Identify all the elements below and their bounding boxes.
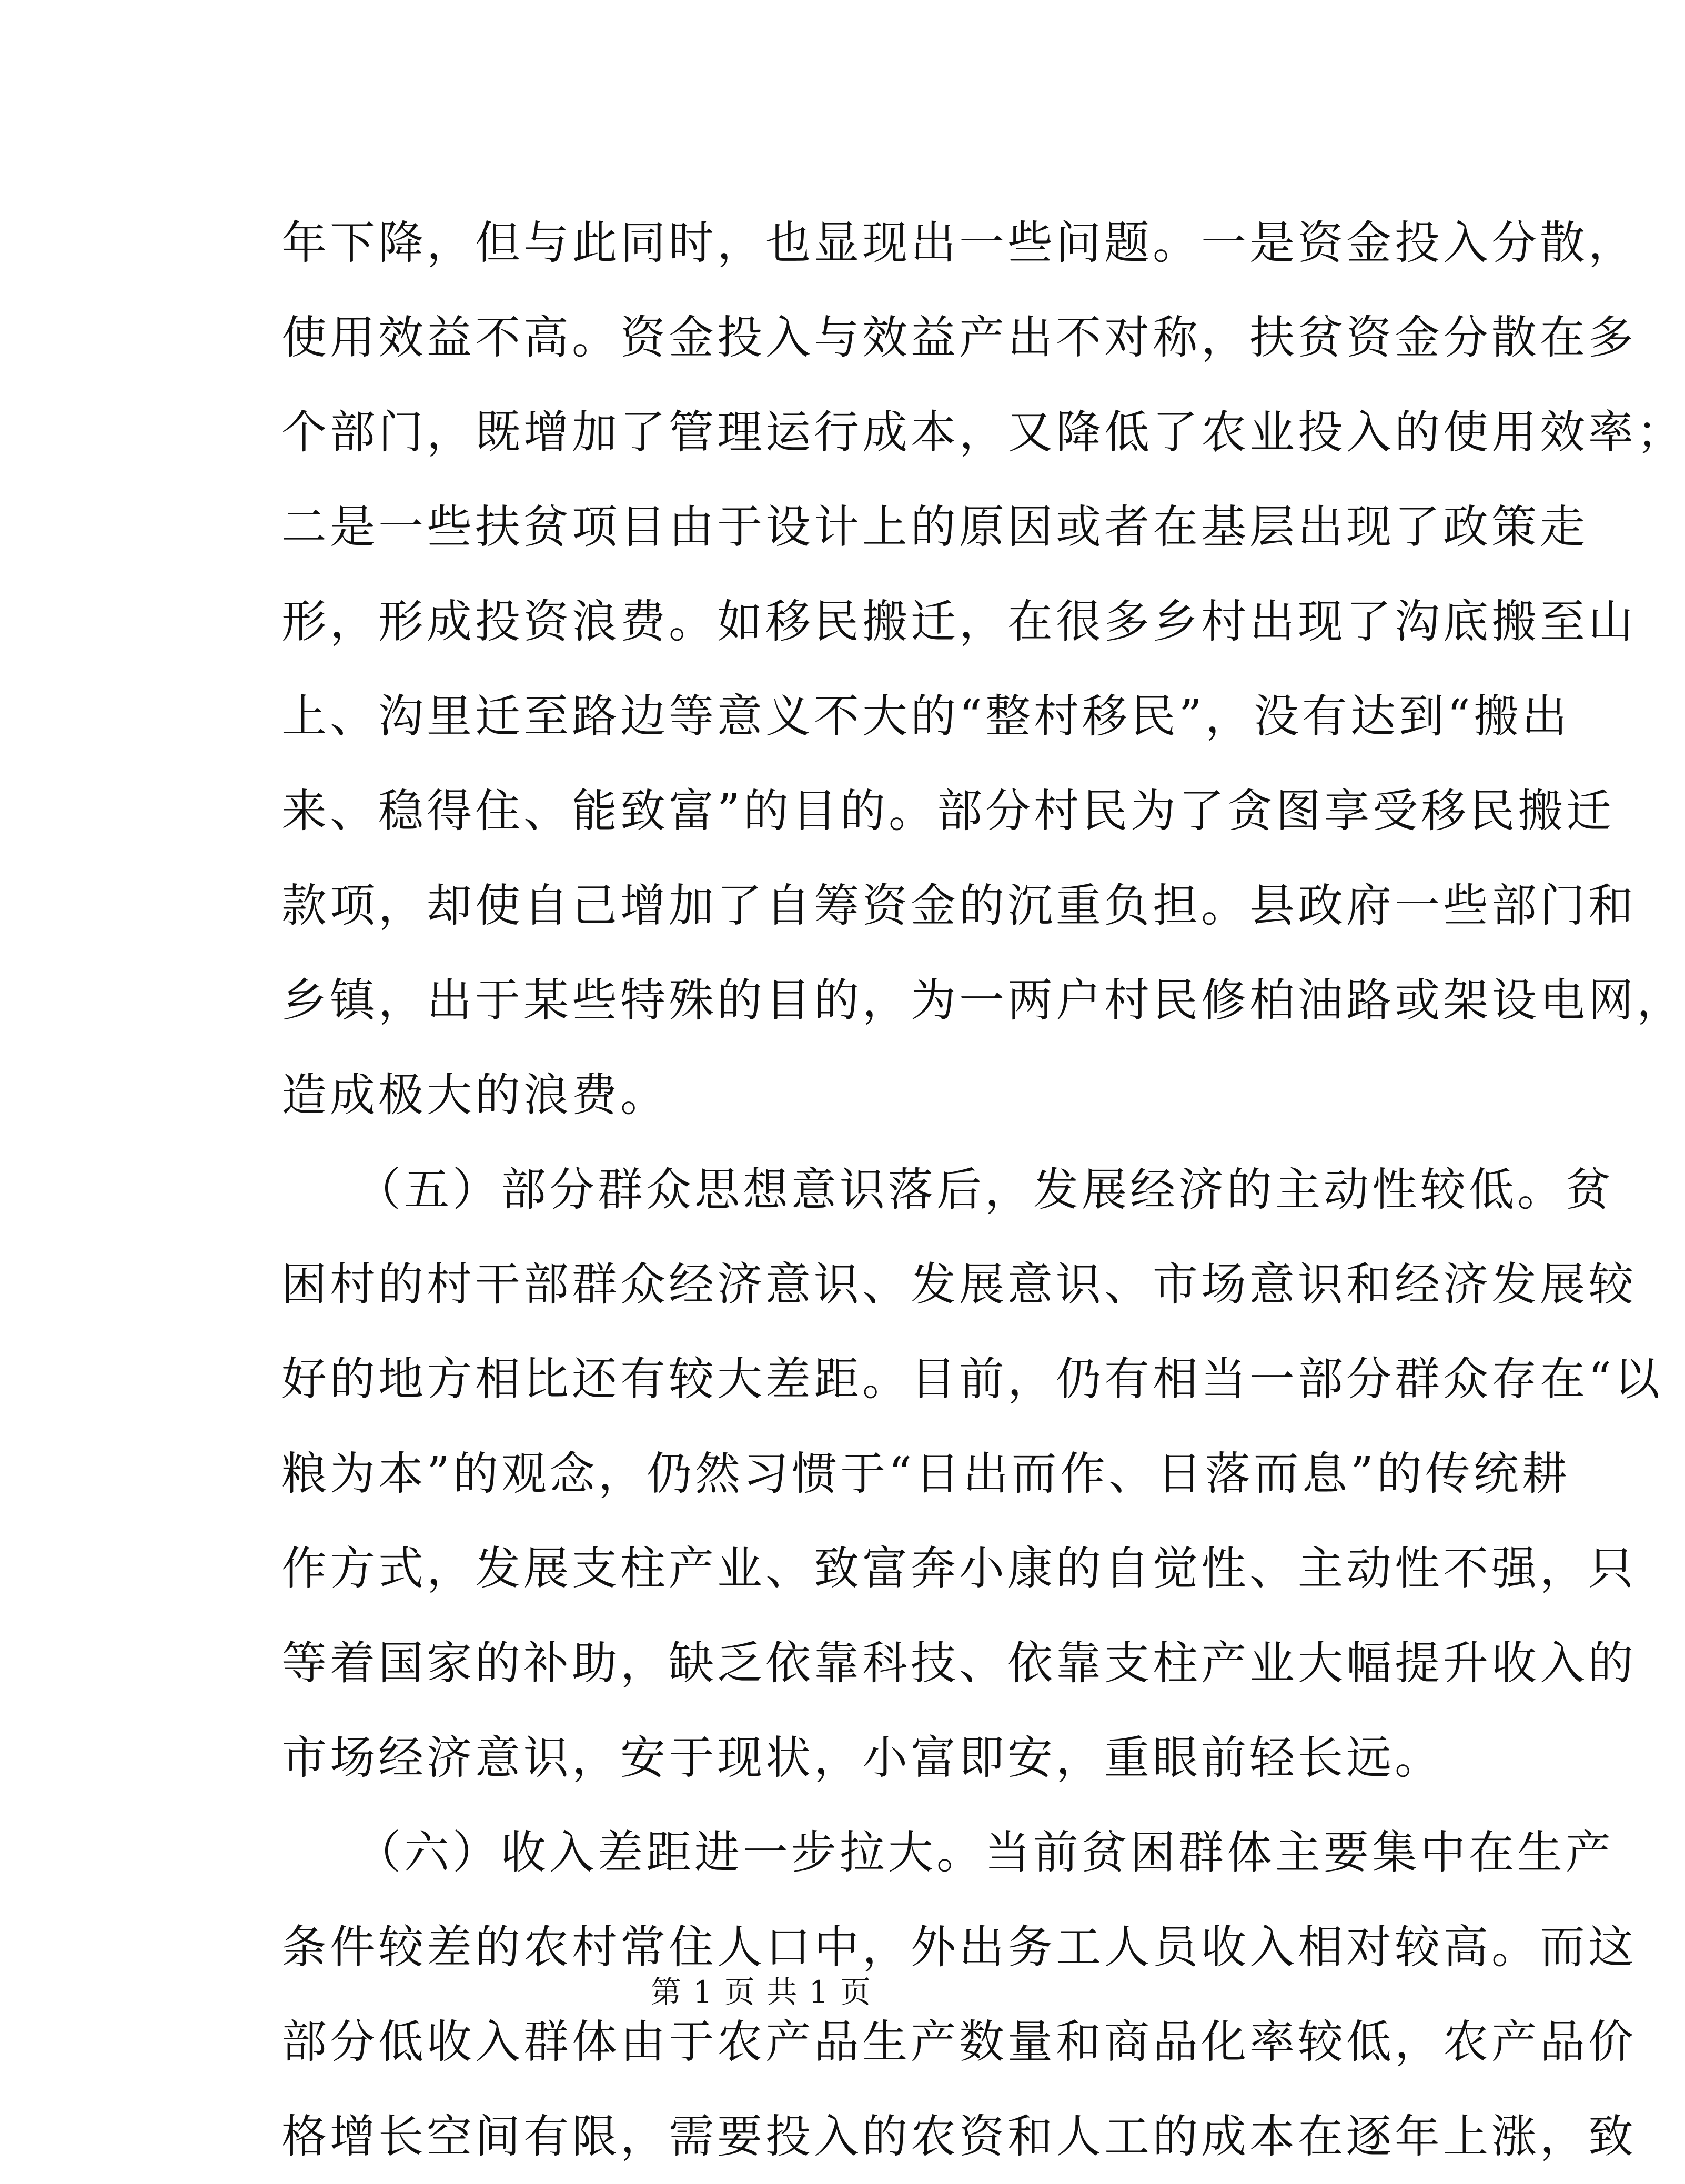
text-line: 使用效益不高。资金投入与效益产出不对称，扶贫资金分散在多 (281, 311, 1637, 364)
text-line: 作方式，发展支柱产业、致富奔小康的自觉性、主动性不强，只 (281, 1542, 1637, 1595)
text-line: 年下降，但与此同时，也显现出一些问题。一是资金投入分散， (281, 217, 1637, 269)
text-line: （五）部分群众思想意识落后，发展经济的主动性较低。贫 (281, 1164, 1614, 1216)
text-line: 形，形成投资浪费。如移民搬迁，在很多乡村出现了沟底搬至山 (281, 595, 1637, 648)
text-line: 二是一些扶贫项目由于设计上的原因或者在基层出现了政策走 (281, 501, 1588, 553)
text-line: （六）收入差距进一步拉大。当前贫困群体主要集中在生产 (281, 1826, 1614, 1879)
text-line: 好的地方相比还有较大差距。目前，仍有相当一部分群众存在“以 (281, 1353, 1663, 1406)
text-line: 来、稳得住、能致富”的目的。部分村民为了贪图享受移民搬迁 (281, 785, 1615, 837)
body-text (281, 196, 1685, 2184)
text-line: 款项，却使自己增加了自筹资金的沉重负担。县政府一些部门和 (281, 879, 1637, 932)
text-line: 格增长空间有限，需要投入的农资和人工的成本在逐年上涨，致 (281, 2110, 1637, 2163)
text-line: 上、沟里迁至路边等意义不大的“整村移民”，没有达到“搬出 (281, 690, 1570, 743)
text-line: 困村的村干部群众经济意识、发展意识、市场意识和经济发展较 (281, 1258, 1637, 1311)
page-footer: 第 1 页 共 1 页 (651, 1974, 872, 2010)
text-line: 造成极大的浪费。 (281, 1069, 669, 1121)
text-line: 乡镇，出于某些特殊的目的，为一两户村民修柏油路或架设电网， (281, 974, 1685, 1027)
text-line: 粮为本”的观念，仍然习惯于“日出而作、日落而息”的传统耕 (281, 1448, 1570, 1500)
text-line: 个部门，既增加了管理运行成本，又降低了农业投入的使用效率； (281, 406, 1685, 459)
text-line: 条件较差的农村常住人口中，外出务工人员收入相对较高。而这 (281, 1921, 1637, 1974)
text-line: 等着国家的补助，缺乏依靠科技、依靠支柱产业大幅提升收入的 (281, 1637, 1637, 1690)
text-line: 市场经济意识，安于现状，小富即安，重眼前轻长远。 (281, 1732, 1443, 1784)
text-line: 部分低收入群体由于农产品生产数量和商品化率较低，农产品价 (281, 2016, 1637, 2068)
